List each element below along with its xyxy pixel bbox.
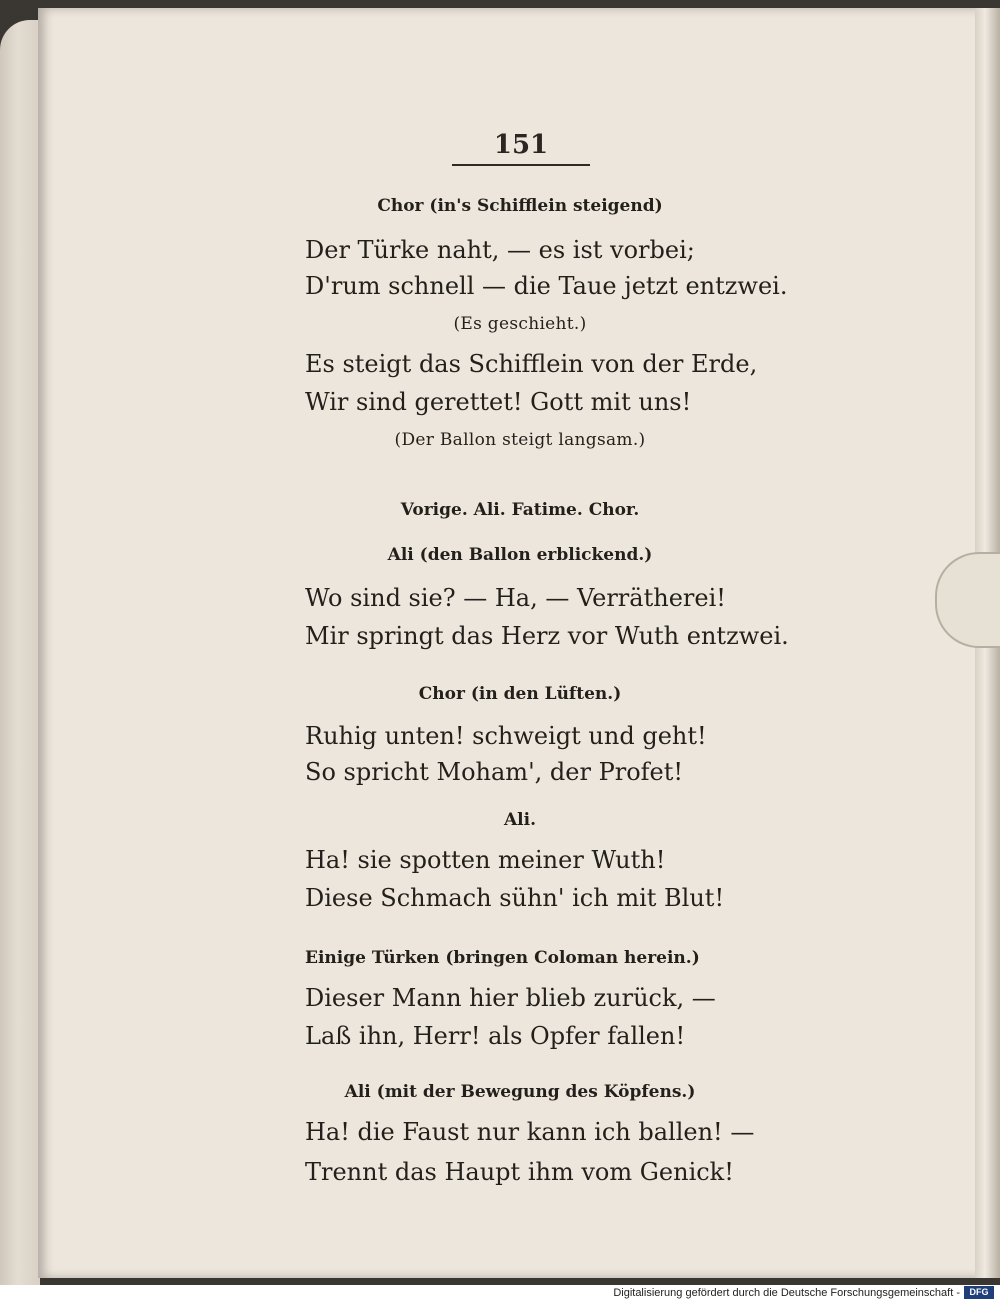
verse-line: Ruhig unten! schweigt und geht! [305, 722, 707, 750]
verse-line: Ha! sie spotten meiner Wuth! [305, 846, 666, 874]
page-number: 151 [493, 130, 549, 160]
digitization-credit: Digitalisierung gefördert durch die Deutsche Forschungsgemeinschaft - [613, 1287, 960, 1299]
verse-line: Der Türke naht, — es ist vorbei; [305, 236, 695, 264]
verse-line: Wo sind sie? — Ha, — Verrätherei! [305, 584, 726, 612]
verse-line: Mir springt das Herz vor Wuth entzwei. [305, 622, 789, 650]
dfg-logo: DFG [964, 1286, 994, 1299]
stage-direction: (Der Ballon steigt langsam.) [394, 430, 646, 450]
verse-line: Es steigt das Schifflein von der Erde, [305, 350, 758, 378]
speaker-heading: Ali. [503, 810, 537, 830]
header-rule [452, 164, 590, 166]
book-binding [0, 20, 40, 1285]
speaker-heading: Chor (in den Lüften.) [418, 684, 622, 704]
verse-line: Trennt das Haupt ihm vom Genick! [305, 1158, 734, 1186]
verse-line: Diese Schmach sühn' ich mit Blut! [305, 884, 725, 912]
verse-line: Laß ihn, Herr! als Opfer fallen! [305, 1022, 686, 1050]
verse-line: Dieser Mann hier blieb zurück, — [305, 984, 716, 1012]
verse-line: Ha! die Faust nur kann ich ballen! — [305, 1118, 755, 1146]
speaker-heading: Ali (den Ballon erblickend.) [387, 545, 653, 565]
verse-line: D'rum schnell — die Taue jetzt entzwei. [305, 272, 788, 300]
speaker-heading: Ali (mit der Bewegung des Köpfens.) [344, 1082, 696, 1102]
stage-direction: (Es geschieht.) [453, 314, 587, 334]
scene-heading: Vorige. Ali. Fatime. Chor. [400, 500, 640, 520]
speaker-heading: Einige Türken (bringen Coloman herein.) [305, 948, 700, 968]
speaker-heading: Chor (in's Schifflein steigend) [377, 196, 663, 216]
verse-line: Wir sind gerettet! Gott mit uns! [305, 388, 692, 416]
verse-line: So spricht Moham', der Profet! [305, 758, 684, 786]
